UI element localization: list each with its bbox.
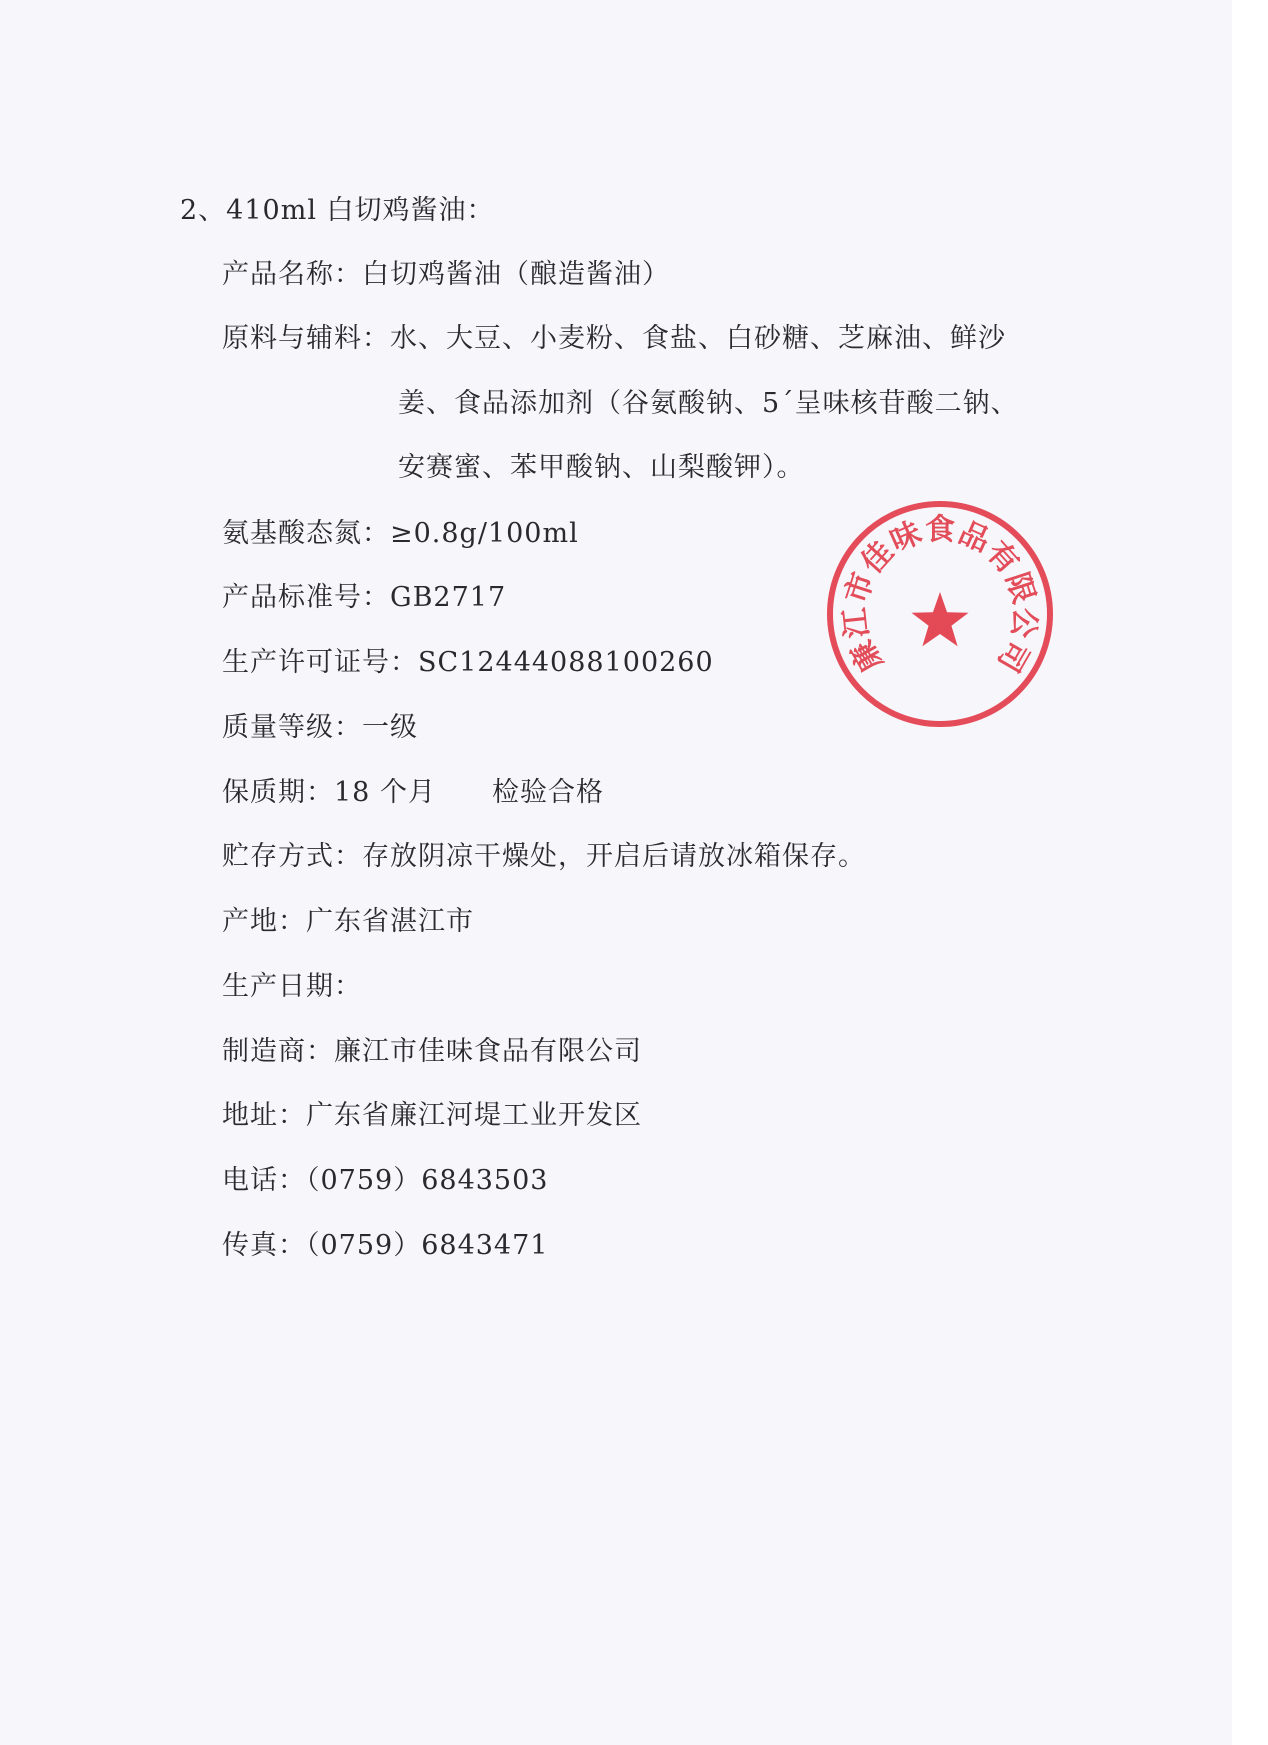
phone-value: （0759）6843503: [306, 1165, 549, 1196]
ingredients-value-line2: 姜、食品添加剂（谷氨酸钠、5´呈味核苷酸二钠、: [398, 388, 1019, 419]
seal-char: 公: [1004, 606, 1043, 640]
standard-no-label: 产品标准号：: [222, 582, 390, 613]
standard-no-line: [222, 581, 506, 615]
seal-char: 食: [925, 512, 955, 548]
ingredients-value-line1: 水、大豆、小麦粉、食盐、白砂糖、芝麻油、鲜沙: [390, 323, 1006, 354]
amino-nitrogen-label: 氨基酸态氮：: [222, 518, 390, 549]
ingredients-label: 原料与辅料：: [222, 323, 390, 354]
address-label: 地址：: [222, 1100, 306, 1131]
amino-nitrogen-value: ≥0.8g/100ml: [390, 518, 579, 549]
seal-char: 品: [953, 515, 995, 560]
storage-label: 贮存方式：: [222, 841, 362, 872]
seal-char: 江: [837, 606, 876, 640]
manufacturer-line: [222, 1035, 642, 1069]
seal-char: 廉: [844, 634, 890, 678]
product-name-line: [222, 258, 670, 292]
ingredients-line: [222, 322, 1006, 356]
seal-char: 味: [885, 515, 927, 560]
product-name-label: 产品名称：: [222, 259, 362, 290]
seal-char: 佳: [854, 534, 901, 581]
seal-char: 有: [979, 534, 1026, 581]
seal-char: 司: [990, 634, 1036, 678]
shelf-life-value: 18 个月: [334, 777, 436, 808]
shelf-life-line: [222, 776, 604, 810]
seal-char: 市: [838, 568, 882, 608]
company-seal: [822, 496, 1058, 732]
section-heading: 2、410ml 白切鸡酱油：: [180, 195, 495, 226]
address-value: 广东省廉江河堤工业开发区: [306, 1100, 642, 1131]
product-name-value: 白切鸡酱油（酿造酱油）: [362, 259, 670, 290]
quality-grade-label: 质量等级：: [222, 712, 362, 743]
phone-line: [222, 1164, 548, 1198]
license-no-value: SC12444088100260: [418, 647, 714, 678]
license-no-label: 生产许可证号：: [222, 647, 418, 678]
shelf-life-label: 保质期：: [222, 777, 334, 808]
origin-label: 产地：: [222, 906, 306, 937]
manufacturer-value: 廉江市佳味食品有限公司: [334, 1036, 642, 1067]
manufacturer-label: 制造商：: [222, 1036, 334, 1067]
origin-line: [222, 905, 474, 939]
fax-line: [222, 1229, 548, 1263]
quality-grade-line: [222, 711, 418, 745]
phone-label: 电话：: [222, 1165, 306, 1196]
inspection-status: 检验合格: [491, 777, 604, 808]
production-date-label: 生产日期：: [222, 971, 362, 1002]
ingredients-value-line3: 安赛蜜、苯甲酸钠、山梨酸钾）。: [398, 452, 805, 483]
quality-grade-value: 一级: [362, 712, 418, 743]
seal-char: 限: [998, 568, 1042, 608]
fax-value: （0759）6843471: [306, 1230, 549, 1261]
origin-value: 广东省湛江市: [306, 906, 474, 937]
production-date-line: [222, 970, 362, 1004]
standard-no-value: GB2717: [390, 582, 507, 613]
storage-value: 存放阴凉干燥处，开启后请放冰箱保存。: [362, 841, 866, 872]
storage-line: [222, 840, 866, 874]
amino-nitrogen-line: [222, 517, 579, 551]
seal-star-icon: [911, 592, 968, 646]
scan-margin: [1232, 0, 1268, 1745]
address-line: [222, 1099, 642, 1133]
license-no-line: [222, 646, 714, 680]
fax-label: 传真：: [222, 1230, 306, 1261]
